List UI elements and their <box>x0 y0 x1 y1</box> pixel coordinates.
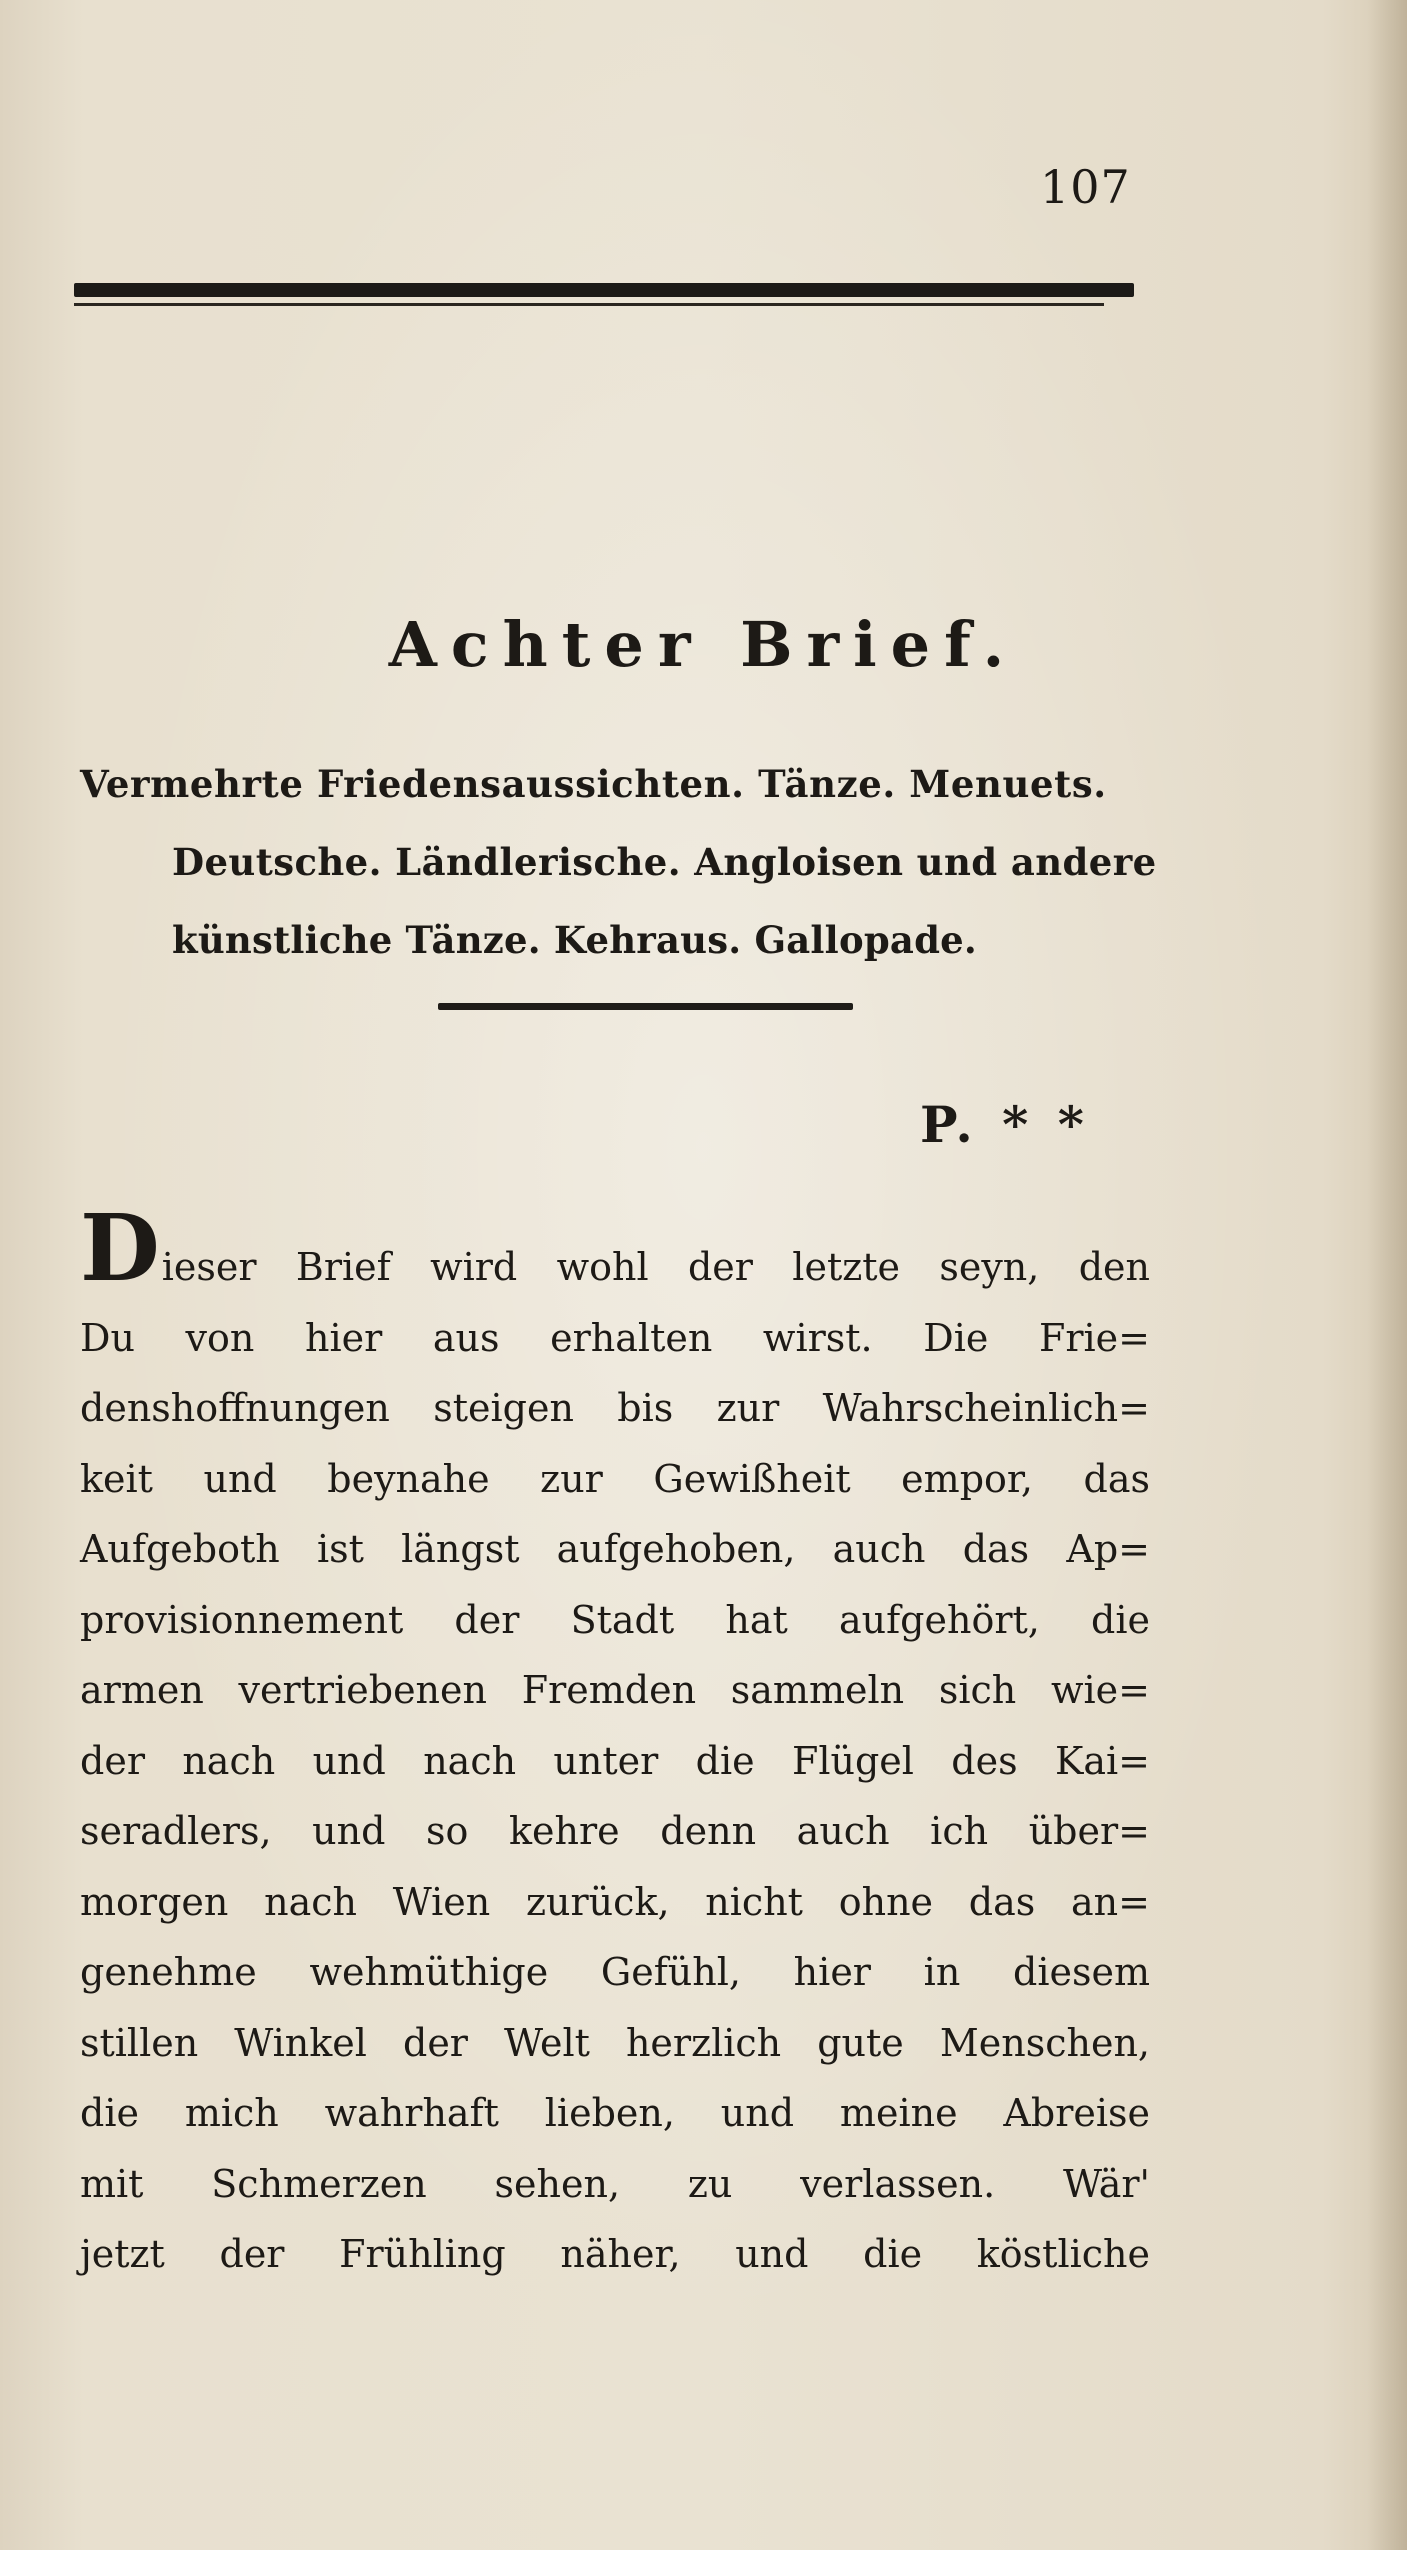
salutation: P. * * <box>920 1095 1090 1154</box>
header-rule-thin <box>74 303 1104 306</box>
body-line: genehme wehmüthige Gefühl, hier in diesem <box>80 1950 1150 1994</box>
chapter-summary <box>80 745 1160 979</box>
body-line: Aufgeboth ist längst aufgehoben, auch das Ap= <box>80 1527 1150 1571</box>
section-divider <box>438 1003 853 1010</box>
summary-line: künstliche Tänze. Kehraus. Gallopade. <box>172 918 977 962</box>
body-line: keit und beynahe zur Gewißheit empor, das <box>80 1456 1150 1501</box>
body-line: provisionnement der Stadt hat aufgehört, die <box>80 1597 1150 1642</box>
chapter-title: Achter Brief. <box>388 608 1019 681</box>
body-line: armen vertriebenen Fremden sammeln sich wie= <box>80 1668 1150 1712</box>
summary-line: Vermehrte Friedensaussichten. Tänze. Menuets. <box>80 762 1107 806</box>
summary-line: Deutsche. Ländlerische. Angloisen und andere <box>172 840 1157 884</box>
body-line: morgen nach Wien zurück, nicht ohne das an= <box>80 1879 1150 1924</box>
body-line: denshoffnungen steigen bis zur Wahrscheinlich= <box>80 1386 1150 1430</box>
drop-cap: D <box>80 1194 160 1302</box>
page-number: 107 <box>1040 160 1131 214</box>
body-line: der nach und nach unter die Flügel des Kai= <box>80 1738 1150 1783</box>
body-line: seradlers, und so kehre denn auch ich über= <box>80 1809 1150 1853</box>
body-line: jetzt der Frühling näher, und die köstliche <box>80 2232 1150 2276</box>
body-line-first <box>80 1194 1150 1303</box>
page-edge-shadow <box>1367 0 1407 2550</box>
body-line: mit Schmerzen sehen, zu verlassen. Wär' <box>80 2161 1150 2206</box>
body-line: die mich wahrhaft lieben, und meine Abreise <box>80 2091 1150 2135</box>
header-rule <box>74 283 1134 297</box>
body-line: stillen Winkel der Welt herzlich gute Menschen, <box>80 2020 1150 2065</box>
body-text <box>80 1194 1150 2290</box>
body-line: Du von hier aus erhalten wirst. Die Frie= <box>80 1315 1150 1360</box>
body-line: ieser Brief wird wohl der letzte seyn, den <box>161 1245 1150 1289</box>
